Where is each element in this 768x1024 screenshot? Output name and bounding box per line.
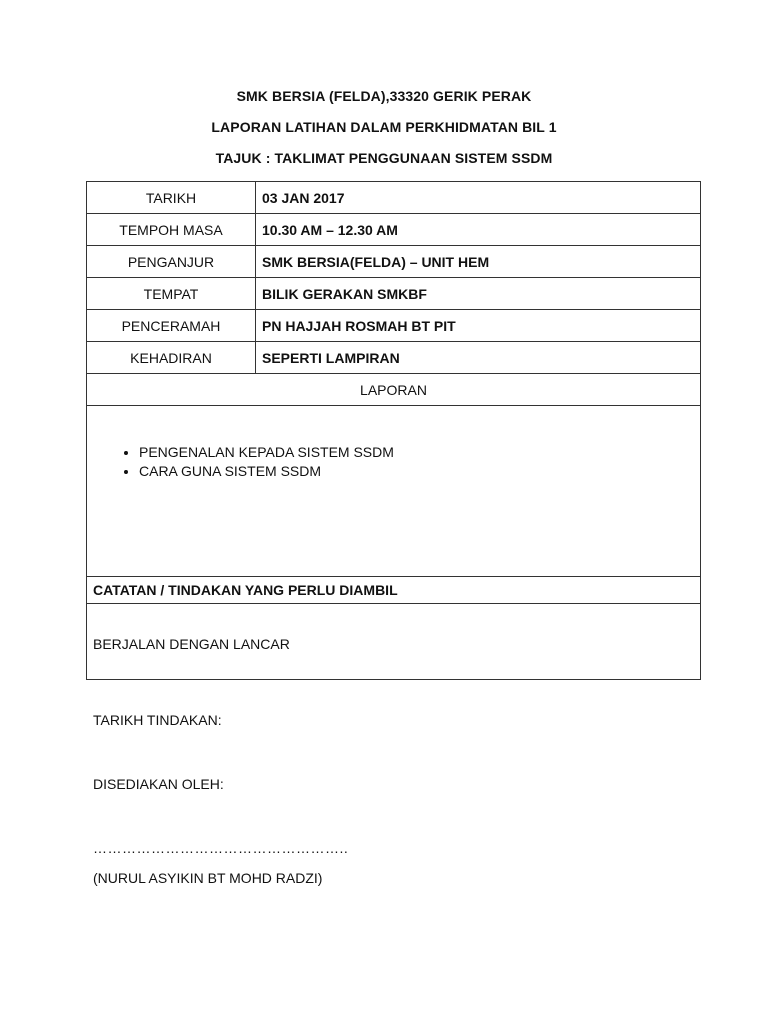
- signature-line: ……………………………………………..: [93, 840, 349, 856]
- row-label-speaker: PENCERAMAH: [87, 310, 256, 342]
- row-value-date: 03 JAN 2017: [256, 182, 701, 214]
- table-row: [87, 214, 701, 246]
- row-label-duration: TEMPOH MASA: [87, 214, 256, 246]
- list-item: • CARA GUNA SISTEM SSDM: [139, 462, 700, 481]
- action-date-label: TARIKH TINDAKAN:: [93, 712, 222, 728]
- report-body-row: [87, 406, 701, 577]
- table-row: [87, 342, 701, 374]
- report-body: [87, 406, 701, 577]
- report-subject: TAJUK : TAKLIMAT PENGGUNAAN SISTEM SSDM: [215, 150, 553, 166]
- row-value-venue: BILIK GERAKAN SMKBF: [256, 278, 701, 310]
- school-header: SMK BERSIA (FELDA),33320 GERIK PERAK: [236, 88, 532, 104]
- row-label-venue: TEMPAT: [87, 278, 256, 310]
- report-heading-row: [87, 374, 701, 406]
- preparer-name: (NURUL ASYIKIN BT MOHD RADZI): [93, 870, 323, 886]
- notes-heading-row: [87, 577, 701, 604]
- row-value-speaker: PN HAJJAH ROSMAH BT PIT: [256, 310, 701, 342]
- report-table: [86, 181, 701, 680]
- row-value-attendance: SEPERTI LAMPIRAN: [256, 342, 701, 374]
- row-value-organizer: SMK BERSIA(FELDA) – UNIT HEM: [256, 246, 701, 278]
- table-row: [87, 246, 701, 278]
- report-points-list: [87, 443, 700, 481]
- report-heading: LAPORAN: [87, 374, 701, 406]
- table-row: [87, 310, 701, 342]
- notes-text: BERJALAN DENGAN LANCAR: [93, 635, 290, 652]
- prepared-by-label: DISEDIAKAN OLEH:: [93, 776, 224, 792]
- row-value-duration: 10.30 AM – 12.30 AM: [256, 214, 701, 246]
- table-row: [87, 182, 701, 214]
- row-label-organizer: PENGANJUR: [87, 246, 256, 278]
- notes-heading: CATATAN / TINDAKAN YANG PERLU DIAMBIL: [87, 577, 701, 604]
- table-row: [87, 278, 701, 310]
- row-label-date: TARIKH: [87, 182, 256, 214]
- notes-body: [87, 604, 701, 680]
- list-item: • PENGENALAN KEPADA SISTEM SSDM: [139, 443, 700, 462]
- report-title: LAPORAN LATIHAN DALAM PERKHIDMATAN BIL 1: [211, 119, 557, 135]
- row-label-attendance: KEHADIRAN: [87, 342, 256, 374]
- notes-body-row: [87, 604, 701, 680]
